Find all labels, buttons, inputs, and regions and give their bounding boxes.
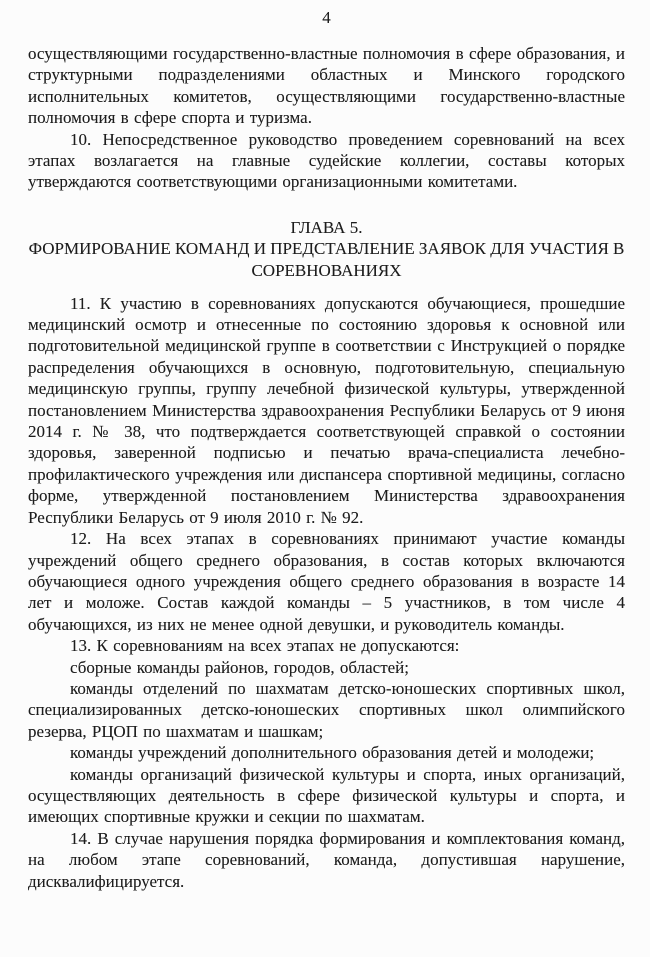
paragraph-11: 11. К участию в соревнованиях допускаются обучающиеся, прошедшие медицинский осмотр и отнесенные по состоянию здоровья к основной или подготовительной медицинской группе в соответствии с Инструкцией о порядке распределения обучающихся в основную, подготовительную, специальную медицинскую группы, группу лечебной физической культуры, утвержденной постановлением Министерства здравоохранения Республики Беларусь от 9 июня 2014 г. № 38, что подтверждается соответствующей справкой о состоянии здоровья, заверенной подписью и печатью врача-специалиста лечебно-профилактического учреждения или диспансера спортивной медицины, согласно форме, утвержденной постановлением Министерства здравоохранения Республики Беларусь от 9 июля 2010 г. № 92. xyxy=(28,293,625,527)
paragraph-13-item: команды учреждений дополнительного образования детей и молодежи; xyxy=(70,743,595,763)
paragraph-10: 10. Непосредственное руководство проведением соревнований на всех этапах возлагается на главные судейские коллегии, составы которых утверждаются соответствующими организационными комитетами. xyxy=(28,129,625,192)
chapter-title: ФОРМИРОВАНИЕ КОМАНД И ПРЕДСТАВЛЕНИЕ ЗАЯВОК ДЛЯ УЧАСТИЯ В СОРЕВНОВАНИЯХ xyxy=(28,239,625,281)
paragraph-12: 12. На всех этапах в соревнованиях принимают участие команды учреждений общего среднего образования, в состав которых включаются обучающиеся одного учреждения общего среднего образования в возрасте 14 лет и моложе. Состав каждой команды – 5 участников, в том числе 4 обучающихся, из них не менее одной девушки, и руководитель команды. xyxy=(28,529,625,634)
paragraph-continuation: осуществляющими государственно-властные полномочия в сфере образования, и структурными подразделениями областных и Минского городского исполнительных комитетов, осуществляющими государственно-властные полномочия в сфере спорта и туризма. xyxy=(28,44,625,128)
paragraph-13-intro: 13. К соревнованиям на всех этапах не допускаются: xyxy=(70,636,460,656)
paragraph-14: 14. В случае нарушения порядка формирования и комплектования команд, на любом этапе соревнований, команда, допустившая нарушение, дисквалифицируется. xyxy=(28,828,625,891)
chapter-number: ГЛАВА 5. xyxy=(290,217,363,237)
chapter-heading xyxy=(28,217,625,282)
page-number: 4 xyxy=(322,8,331,27)
paragraph-13-item: команды организаций физической культуры и спорта, иных организаций, осуществляющих деятельность в сфере физической культуры и спорта, и имеющих спортивные кружки и секции по шахматам. xyxy=(28,764,625,827)
paragraph-13-item: команды отделений по шахматам детско-юношеских спортивных школ, специализированных детско-юношеских спортивных школ олимпийского резерва, РЦОП по шахматам и шашкам; xyxy=(28,678,625,741)
paragraph-13-item: сборные команды районов, городов, областей; xyxy=(70,657,409,677)
